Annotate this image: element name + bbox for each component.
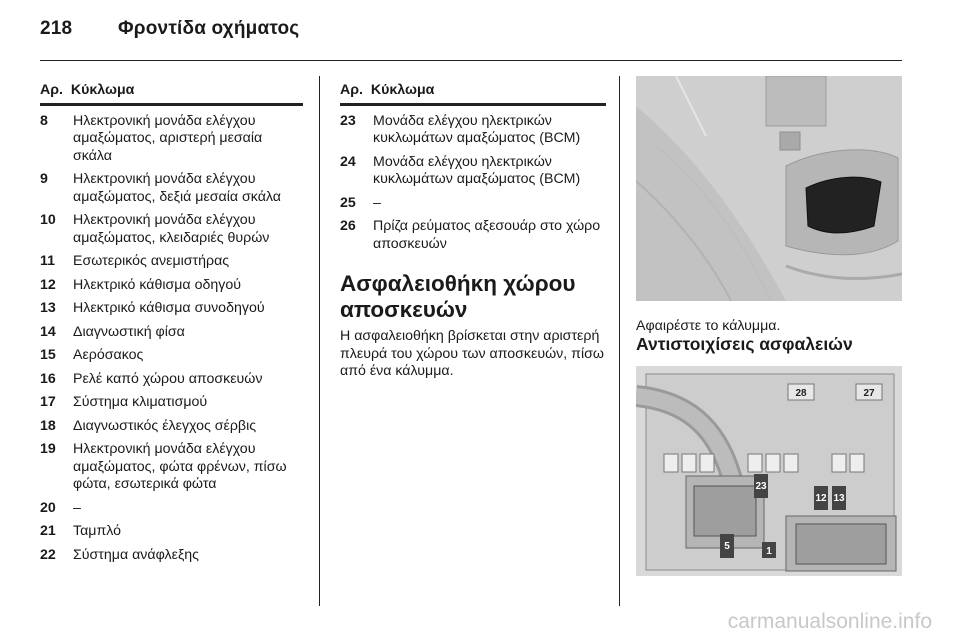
circuit-name: Εσωτερικός ανεμιστήρας bbox=[73, 253, 230, 269]
table-row bbox=[40, 500, 303, 518]
circuit-name: Ηλεκτρικό κάθισμα συνοδηγού bbox=[73, 300, 265, 316]
table-row bbox=[40, 253, 303, 271]
table-row bbox=[40, 347, 303, 365]
circuit-name: Ρελέ καπό χώρου αποσκευών bbox=[73, 370, 263, 387]
fuse-assignment-title: Αντιστοιχίσεις ασφαλειών bbox=[636, 334, 853, 354]
fuse-number: 17 bbox=[40, 394, 56, 410]
fuse-label-1: 1 bbox=[766, 546, 772, 557]
table-header: Αρ. Κύκλωμα bbox=[40, 82, 303, 106]
circuit-name: – bbox=[73, 499, 81, 516]
fuse-number: 16 bbox=[40, 370, 56, 387]
circuit-name: – bbox=[373, 194, 381, 211]
figure-caption: Αφαιρέστε το κάλυμμα. bbox=[636, 318, 781, 334]
circuit-name: Σύστημα κλιματισμού bbox=[73, 394, 208, 410]
circuit-name: Ηλεκτρονική μονάδα ελέγχου αμαξώματος, αριστερή μεσαία σκάλα bbox=[73, 112, 263, 164]
table-row bbox=[340, 154, 606, 189]
circuit-name: Ηλεκτρικό κάθισμα οδηγού bbox=[73, 276, 241, 293]
fuse-number: 12 bbox=[40, 276, 56, 293]
fuse-number: 25 bbox=[340, 194, 356, 211]
trunk-cover-drawing bbox=[636, 76, 902, 301]
table-row bbox=[40, 441, 303, 494]
fuse-number: 11 bbox=[40, 253, 55, 269]
header-rule bbox=[40, 60, 902, 61]
table-row bbox=[40, 418, 303, 436]
circuit-name: Σύστημα ανάφλεξης bbox=[73, 546, 200, 563]
circuit-name: Ηλεκτρονική μονάδα ελέγχου αμαξώματος, δεξιά μεσαία σκάλα bbox=[73, 171, 281, 205]
fuse-number: 15 bbox=[40, 347, 56, 363]
page-header bbox=[40, 18, 299, 40]
table-header: Αρ. Κύκλωμα bbox=[340, 82, 606, 106]
table-row bbox=[340, 218, 606, 253]
fuse-number: 18 bbox=[40, 417, 56, 434]
page-title: Φροντίδα οχήματος bbox=[118, 18, 300, 39]
table-row bbox=[340, 195, 606, 213]
table-row bbox=[40, 371, 303, 389]
circuit-name: Διαγνωστικός έλεγχος σέρβις bbox=[73, 417, 257, 434]
fuse-number: 23 bbox=[340, 112, 356, 129]
table-row bbox=[340, 113, 606, 148]
circuit-name: Πρίζα ρεύματος αξεσουάρ στο χώρο αποσκευών bbox=[373, 218, 601, 252]
fuse-number: 14 bbox=[40, 323, 56, 340]
page-number: 218 bbox=[40, 18, 73, 39]
table-row bbox=[40, 547, 303, 565]
fuse-label-12: 12 bbox=[815, 493, 827, 504]
fuse-number: 20 bbox=[40, 499, 56, 516]
table-row bbox=[40, 171, 303, 206]
fuse-label-23: 23 bbox=[755, 481, 767, 492]
fuse-label-28: 28 bbox=[795, 388, 807, 399]
column-divider-2 bbox=[619, 76, 620, 606]
table-row bbox=[40, 212, 303, 247]
fuse-number: 19 bbox=[40, 441, 56, 457]
fuse-box-drawing bbox=[636, 366, 902, 576]
fuse-number: 13 bbox=[40, 300, 56, 316]
fuse-number: 22 bbox=[40, 546, 56, 563]
fuse-table-left bbox=[40, 82, 303, 570]
table-row bbox=[40, 300, 303, 318]
table-row bbox=[40, 277, 303, 295]
fuse-number: 24 bbox=[340, 153, 356, 170]
circuit-name: Αερόσακος bbox=[73, 347, 144, 363]
watermark-text: carmanualsonline.info bbox=[727, 610, 932, 633]
table-row bbox=[40, 394, 303, 412]
fuse-label-13: 13 bbox=[833, 493, 845, 504]
trunk-cover-illustration bbox=[636, 76, 902, 301]
circuit-name: Ηλεκτρονική μονάδα ελέγχου αμαξώματος, φώτα φρένων, πίσω φώτα, εσωτερικά φώτα bbox=[73, 441, 287, 492]
fuse-number: 8 bbox=[40, 112, 48, 129]
fuse-number: 26 bbox=[340, 218, 356, 234]
section-title: Ασφαλειοθήκη χώρου αποσκευών bbox=[340, 271, 576, 322]
fuse-number: 10 bbox=[40, 212, 56, 228]
column-divider-1 bbox=[319, 76, 320, 606]
fuse-label-5: 5 bbox=[724, 541, 730, 552]
fuse-box-illustration bbox=[636, 366, 902, 576]
circuit-name: Ταμπλό bbox=[73, 523, 122, 539]
fuse-number: 9 bbox=[40, 171, 48, 187]
middle-column bbox=[340, 82, 606, 381]
table-row bbox=[40, 113, 303, 166]
table-row bbox=[40, 523, 303, 541]
section-body: Η ασφαλειοθήκη βρίσκεται στην αριστερή πλευρά του χώρου των αποσκευών, πίσω από ένα κάλυμμα. bbox=[340, 328, 604, 379]
fuse-label-27: 27 bbox=[863, 388, 875, 399]
circuit-name: Μονάδα ελέγχου ηλεκτρικών κυκλωμάτων αμαξώματος (BCM) bbox=[373, 112, 581, 146]
table-row bbox=[40, 324, 303, 342]
circuit-name: Ηλεκτρονική μονάδα ελέγχου αμαξώματος, κλειδαριές θυρών bbox=[73, 212, 270, 246]
circuit-name: Διαγνωστική φίσα bbox=[73, 323, 185, 340]
circuit-name: Μονάδα ελέγχου ηλεκτρικών κυκλωμάτων αμαξώματος (BCM) bbox=[373, 153, 581, 187]
fuse-number: 21 bbox=[40, 523, 56, 539]
